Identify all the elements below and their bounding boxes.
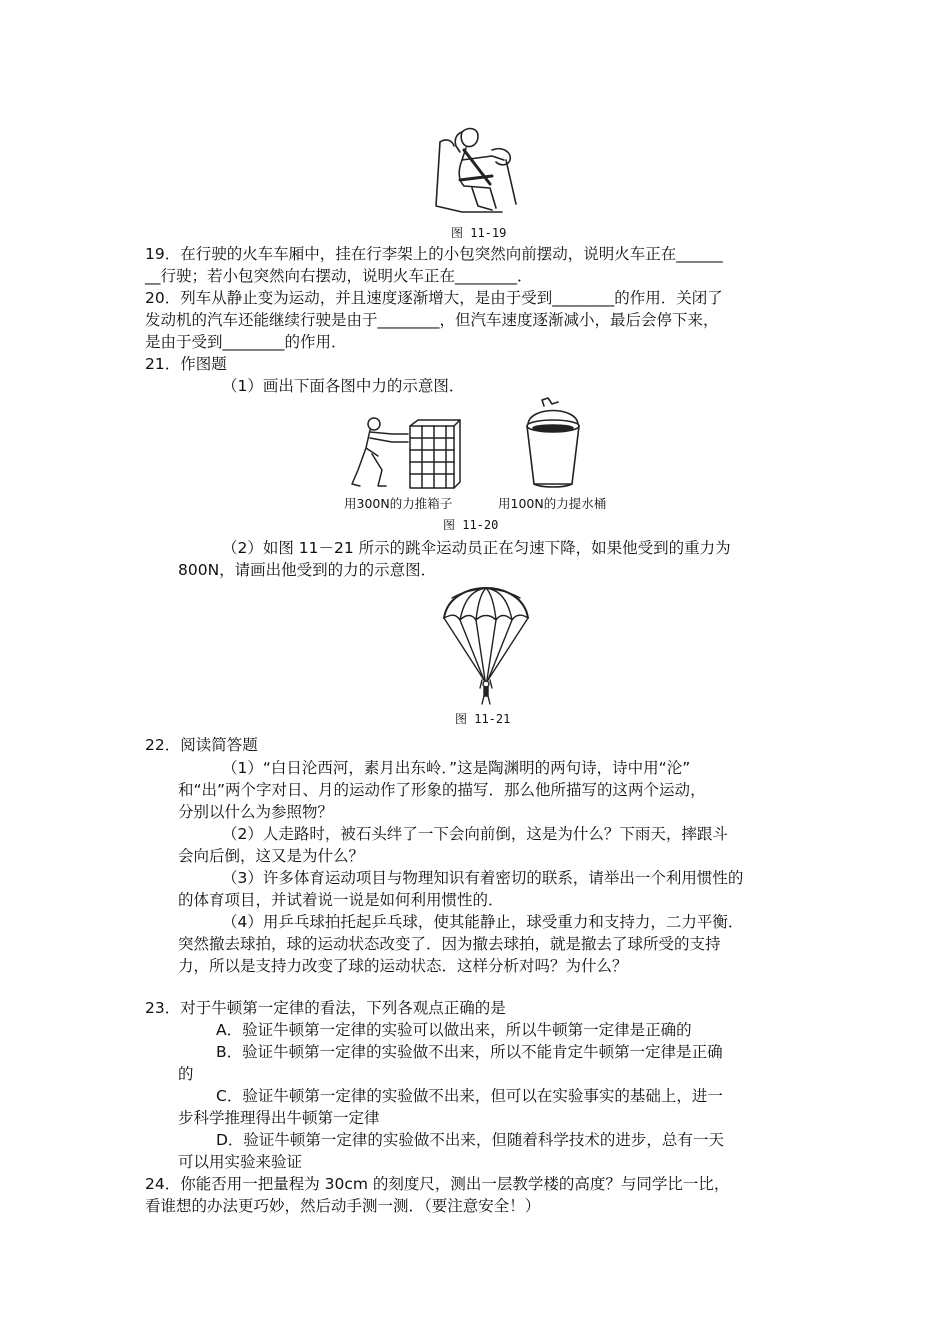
parachutist-illustration <box>442 584 530 706</box>
question-22-part-4: （4）用乒乓球拍托起乒乓球，使其能静止，球受重力和支持力，二力平衡． <box>222 913 744 931</box>
question-22-part-2: 会向后倒，这又是为什么？ <box>178 847 365 865</box>
question-23-option-d: 可以用实验来验证 <box>178 1153 303 1171</box>
question-20-line: 20．列车从静止变为运动，并且速度逐渐增大，是由于受到________的作用．关闭了 <box>145 289 723 307</box>
question-23-option-d: D．验证牛顿第一定律的实验做不出来，但随着科学技术的进步，总有一天 <box>216 1131 724 1149</box>
question-23-option-c: 步科学推理得出牛顿第一定律 <box>178 1109 380 1127</box>
question-22-part-3: （3）许多体育运动项目与物理知识有着密切的联系，请举出一个利用惯性的 <box>222 869 744 887</box>
question-20-line: 是由于受到________的作用． <box>145 333 347 351</box>
question-23-option-c: C．验证牛顿第一定律的实验做不出来，但可以在实验事实的基础上，进一 <box>216 1087 723 1105</box>
question-22-part-4: 力，所以是支持力改变了球的运动状态．这样分析对吗？为什么？ <box>178 957 628 975</box>
question-20-line: 发动机的汽车还能继续行驶是由于________，但汽车速度逐渐减小，最后会停下来， <box>145 311 719 329</box>
question-21-part-1: （1）画出下面各图中力的示意图． <box>222 377 465 395</box>
driver-seatbelt-illustration <box>432 126 524 218</box>
bucket-illustration <box>522 398 584 488</box>
question-24-line: 24．你能否用一把量程为 30cm 的刻度尺，测出一层教学楼的高度？与同学比一比， <box>145 1175 730 1193</box>
question-21-part-2: 800N，请画出他受到的力的示意图． <box>178 561 437 579</box>
question-23-option-b: B．验证牛顿第一定律的实验做不出来，所以不能肯定牛顿第一定律是正确 <box>216 1043 723 1061</box>
question-24-line: 看谁想的办法更巧妙，然后动手测一测．（要注意安全！） <box>145 1197 541 1215</box>
question-22-part-3: 的体育项目，并试着说一说是如何利用惯性的． <box>178 891 504 909</box>
figure-label-lift-bucket: 用100N的力提水桶 <box>498 496 607 511</box>
person-pushing-crate-illustration <box>348 412 460 492</box>
question-19-line: __行驶；若小包突然向右摆动，说明火车正在________． <box>145 267 533 285</box>
question-21-part-2: （2）如图 11－21 所示的跳伞运动员正在匀速下降，如果他受到的重力为 <box>222 539 731 557</box>
question-22-heading: 22．阅读简答题 <box>145 736 258 754</box>
question-21-heading: 21．作图题 <box>145 355 227 373</box>
question-23-option-a: A．验证牛顿第一定律的实验可以做出来，所以牛顿第一定律是正确的 <box>216 1021 692 1039</box>
question-22-part-4: 突然撤去球拍，球的运动状态改变了．因为撤去球拍，就是撤去了球所受的支持 <box>178 935 721 953</box>
question-22-part-1: （1）“白日沦西河，素月出东岭．”这是陶渊明的两句诗，诗中用“沦” <box>222 759 691 777</box>
question-22-part-1: 和“出”两个字对日、月的运动作了形象的描写．那么他所描写的这两个运动， <box>178 781 706 799</box>
question-23-stem: 23．对于牛顿第一定律的看法，下列各观点正确的是 <box>145 999 506 1017</box>
question-19-line: 19．在行驶的火车车厢中，挂在行李架上的小包突然向前摆动，说明火车正在______ <box>145 245 723 263</box>
question-23-option-b: 的 <box>178 1065 194 1083</box>
figure-caption: 图 11-20 <box>443 518 499 532</box>
question-22-part-1: 分别以什么为参照物？ <box>178 803 334 821</box>
figure-label-push-crate: 用300N的力推箱子 <box>344 496 453 511</box>
figure-caption: 图 11-19 <box>451 226 507 240</box>
question-22-part-2: （2）人走路时，被石头绊了一下会向前倒，这是为什么？下雨天，摔跟斗 <box>222 825 728 843</box>
figure-caption: 图 11-21 <box>455 712 511 726</box>
